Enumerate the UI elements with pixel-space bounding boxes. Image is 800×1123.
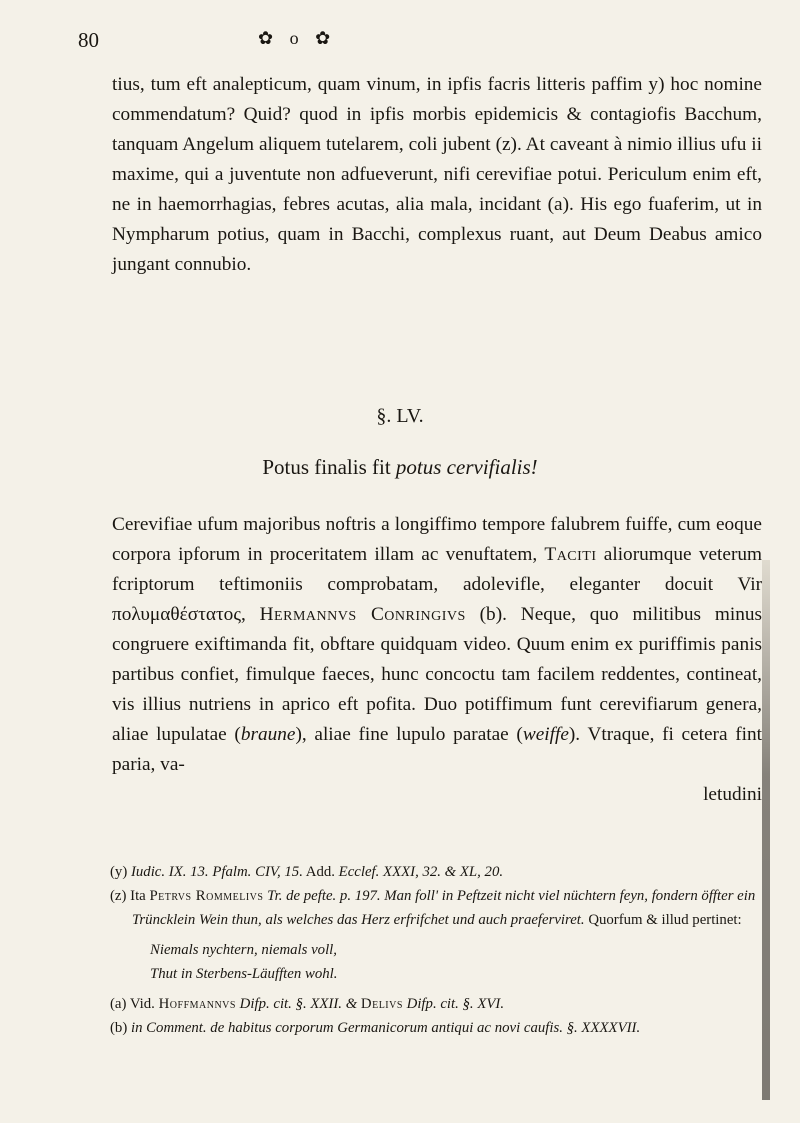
verse-line: Niemals nychtern, niemals voll, [150, 942, 337, 958]
author-name-tacitus: Taciti [544, 544, 597, 565]
footnotes [110, 860, 765, 1040]
footnote-mark: (b) [110, 1020, 128, 1036]
verse-line: Thut in Sterbens-Läufften wohl. [150, 966, 338, 982]
author-name-conring: Hermannvs Conringivs [259, 604, 466, 625]
verse-quote [150, 938, 765, 986]
section-paragraph-text [112, 510, 762, 780]
footnote-text: Add. [302, 864, 339, 880]
term-weisse: weiffe [522, 724, 569, 745]
author-name: Hoffmannvs [158, 996, 236, 1012]
section-title-plain: Potus finalis fit [262, 455, 396, 479]
text-run: ). Vtraque, fi cetera fint paria, va- [112, 724, 762, 775]
section-title-italic: potus cervifialis! [395, 455, 538, 479]
footnote-citation: Ecclef. XXXI, 32. & XL, 20. [338, 864, 504, 880]
footnote-citation: Difp. cit. §. XXII. & [235, 996, 361, 1012]
section-title [0, 455, 800, 480]
text-run: Cerevifiae ufum majoribus noftris a longiffimo tempore falubrem fuiffe, cum eoque corpora ipforum in proceritatem illam ac venuftatem, [112, 514, 762, 565]
section-paragraph [112, 510, 762, 810]
author-name: Delivs [360, 996, 403, 1012]
footnote-y [110, 860, 765, 884]
section-number: §. LV. [376, 405, 424, 427]
footnote-mark: (y) [110, 864, 128, 880]
paragraph-text: tius, tum eft analepticum, quam vinum, in ipfis facris litteris paffim y) hoc nomine commendatum? Quid? quod in ipfis morbis epidemicis & contagiofis Bacchum, tanquam Angelum aliquem tutelarem, coli jubent (z). At caveant à nimio illius ufu ii maxime, qui a juventute non adfueverunt, nifi cerevifiae potui. Periculum enim eft, ne in haemorrhagias, febres acutas, alia mala, incidant (a). His ego fuaferim, ut in Nympharum potius, quam in Bacchi, complexus ruant, aut Deum Deabus amico jungant connubio. [112, 74, 762, 275]
footnote-citation: in Comment. de habitus corporum Germanicorum antiqui ac novi caufis. §. XXXXVII. [130, 1020, 641, 1036]
author-name: Petrvs Rommelivs [149, 888, 264, 904]
footnote-citation: Tr. de pefte. p. 197. [263, 888, 381, 904]
footnote-text: Quorfum & illud pertinet: [584, 912, 742, 928]
page-number: 80 [78, 28, 99, 52]
text-run: ), aliae fine lupulo paratae ( [295, 724, 523, 745]
page-edge-shadow [762, 560, 770, 1100]
text-run: aliorumque veterum fcriptorum teftimoniis comprobatam, adolevifle, eleganter docuit Vir [112, 544, 763, 595]
footnote-text: Vid. [129, 996, 159, 1012]
text-run: (b). Neque, quo militibus minus congruere exiftimanda fit, obftare quidquam video. Quum enim ex puriffimis panis partibus confiet, fimulque faeces, hunc concoctu tam facilem reddentes, contineat, vis illius nutriens in aprico eft pofita. Duo potiffimum funt cerevifiarum genera, aliae lupulatae ( [112, 604, 763, 745]
paragraph-continuation [112, 70, 762, 280]
footnote-a [110, 992, 765, 1016]
page-header [78, 26, 718, 56]
footnote-citation: Iudic. IX. 13. Pfalm. CIV, 15. [130, 864, 303, 880]
header-ornament: ✿ o ✿ [258, 28, 337, 48]
catchword: letudini [703, 784, 762, 805]
footnote-quote: Man foll' in Peftzeit nicht viel nüchtern feyn, fondern öffter ein Trüncklein Wein thun, als welches das Herz erfrifchet und auch praeferviret. [132, 888, 756, 928]
footnote-z [110, 884, 765, 932]
greek-word: πολυμαθέστατος [112, 604, 241, 625]
footnote-text: Ita [130, 888, 150, 904]
footnote-citation: Difp. cit. §. XVI. [402, 996, 505, 1012]
term-braune: braune [240, 724, 296, 745]
footnote-mark: (z) [110, 888, 127, 904]
footnote-mark: (a) [110, 996, 127, 1012]
text-run: , [240, 604, 260, 625]
footnote-b [110, 1016, 765, 1040]
